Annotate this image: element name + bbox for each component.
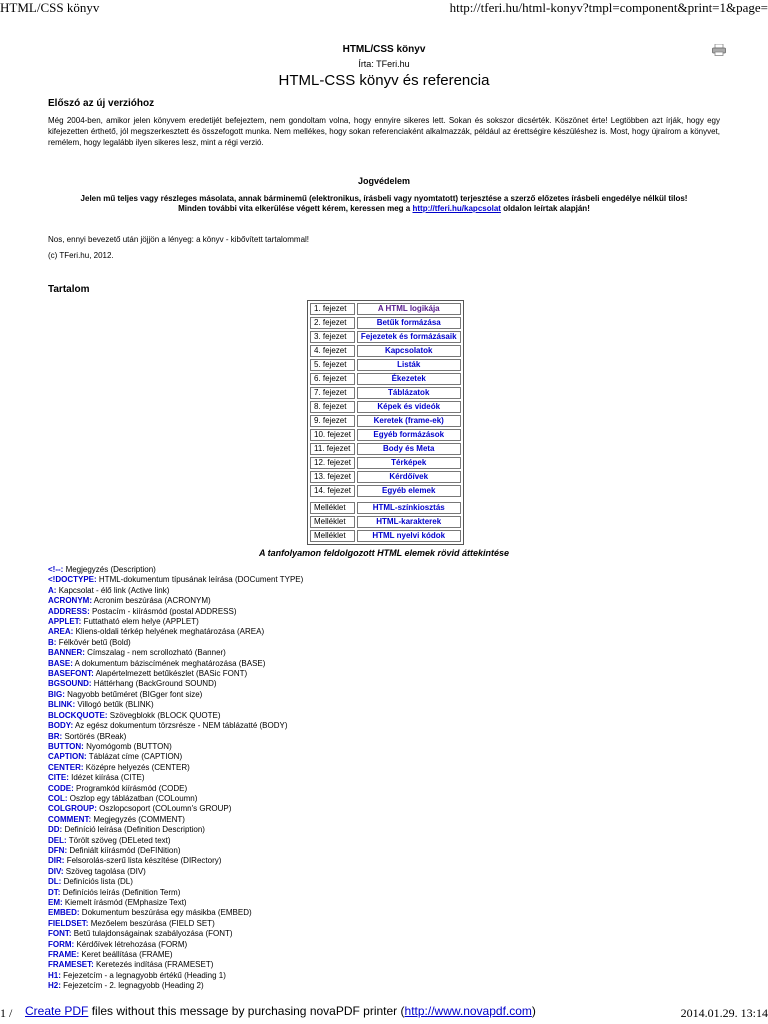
element-list-item xyxy=(48,742,720,752)
element-list-item xyxy=(48,659,720,669)
toc-chapter-number: 2. fejezet xyxy=(310,317,355,329)
element-description: Definíciós leírás (Definition Term) xyxy=(62,887,181,897)
element-description: A dokumentum báziscímének meghatározása (BASE) xyxy=(74,658,266,668)
element-description: Oszlopcsoport (COLoumn's GROUP) xyxy=(99,804,232,814)
toc-chapter-link[interactable]: Egyéb formázások xyxy=(357,429,461,441)
element-tag-link[interactable]: DIR: xyxy=(48,856,65,866)
print-header-url: http://tferi.hu/html-konyv?tmpl=component&print=1&page= xyxy=(449,0,768,15)
element-tag-link[interactable]: BR: xyxy=(48,731,63,741)
element-list-item xyxy=(48,596,720,606)
toc-chapter-link[interactable]: HTML nyelvi kódok xyxy=(357,530,461,542)
element-list-item xyxy=(48,638,720,648)
element-list-item xyxy=(48,648,720,658)
element-tag-link[interactable]: FIELDSET: xyxy=(48,918,89,928)
element-description: Mezőelem beszúrása (FIELD SET) xyxy=(90,918,215,928)
element-tag-link[interactable]: FONT: xyxy=(48,929,72,939)
toc-row xyxy=(310,401,461,413)
timestamp: 2014.01.29. 13:14 xyxy=(680,1006,768,1020)
toc-chapter-number: Melléklet xyxy=(310,530,355,542)
element-description: Idézet kiírása (CITE) xyxy=(71,773,145,783)
preface-text: Még 2004-ben, amikor jelen könyvem eredetijét befejeztem, nem gondoltam volna, hogy ennyire sikeres lett. Sokan és sokszor dicsérték. Köszönet érte! Legtöbben azt írják, hogy egy kifejezetten érthető, jól megszerkesztett és összefogott munka. Nem mellékes, hogy sokan referenciaként alkalmazzák, például az érettségire készüléshez is. Most, hogy újraírom a könyvet, remélem, hogy legalább ilyen sikeres lesz, mint a régi verzió. xyxy=(48,116,720,147)
element-list-item xyxy=(48,971,720,981)
summary-title: A tanfolyamon feldolgozott HTML elemek rövid áttekintése xyxy=(258,548,510,558)
copyright-line-2-post: oldalon leírtak alapján! xyxy=(503,204,590,213)
toc-table xyxy=(307,300,464,545)
element-tag-link[interactable]: H1: xyxy=(48,970,61,980)
element-list-item xyxy=(48,898,720,908)
element-description: Definíció leírása (Definition Description) xyxy=(64,825,205,835)
toc-row xyxy=(310,331,461,343)
footer-message-text: files without this message by purchasing novaPDF printer ( xyxy=(91,1004,405,1018)
element-list-item xyxy=(48,888,720,898)
footer-message xyxy=(25,1004,536,1018)
toc-chapter-link[interactable]: Betűk formázása xyxy=(357,317,461,329)
element-list-item xyxy=(48,679,720,689)
element-list-item xyxy=(48,627,720,637)
toc-title: Tartalom xyxy=(48,284,90,295)
toc-chapter-number: 8. fejezet xyxy=(310,401,355,413)
element-tag-link[interactable]: FRAMESET: xyxy=(48,960,94,970)
element-description: Villogó betűk (BLINK) xyxy=(77,700,154,710)
element-description: Az egész dokumentum törzsrésze - NEM táblázatté (BODY) xyxy=(74,721,288,731)
element-list-item xyxy=(48,784,720,794)
document-title: HTML/CSS könyv xyxy=(342,44,426,55)
toc-chapter-link[interactable]: Keretek (frame-ek) xyxy=(357,415,461,427)
element-tag-link[interactable]: CODE: xyxy=(48,783,74,793)
toc-chapter-number: 5. fejezet xyxy=(310,359,355,371)
element-list-item xyxy=(48,940,720,950)
element-tag-link[interactable]: CAPTION: xyxy=(48,752,87,762)
element-list-item xyxy=(48,711,720,721)
element-list-item xyxy=(48,877,720,887)
element-description: Definiált kiírásmód (DeFINition) xyxy=(69,845,181,855)
toc-chapter-link[interactable]: Kérdőívek xyxy=(357,471,461,483)
element-tag-link[interactable]: CENTER: xyxy=(48,762,84,772)
element-description: Törölt szöveg (DELeted text) xyxy=(68,835,171,845)
toc-chapter-number: 4. fejezet xyxy=(310,345,355,357)
element-tag-link[interactable]: BIG: xyxy=(48,689,65,699)
element-description: Betű tulajdonságainak szabályozása (FONT) xyxy=(73,929,233,939)
element-tag-link[interactable]: BLINK: xyxy=(48,700,76,710)
element-list-item xyxy=(48,732,720,742)
element-description: Megjegyzés (Description) xyxy=(65,565,156,574)
toc-row xyxy=(310,359,461,371)
toc-row xyxy=(310,516,461,528)
element-tag-link[interactable]: COL: xyxy=(48,793,68,803)
element-description: Futtatható elem helye (APPLET) xyxy=(83,617,199,627)
element-description: Kiemelt írásmód (EMphasize Text) xyxy=(64,898,187,907)
element-tag-link[interactable]: COLGROUP: xyxy=(48,804,97,814)
element-description: Dokumentum beszúrása egy másikba (EMBED) xyxy=(81,908,252,918)
toc-chapter-link[interactable]: Egyéb elemek xyxy=(357,485,461,497)
element-tag-link[interactable]: H2: xyxy=(48,981,61,991)
document-heading: HTML-CSS könyv és referencia xyxy=(278,72,490,89)
element-description: Keretezés indítása (FRAMESET) xyxy=(96,960,214,970)
toc-chapter-number: 3. fejezet xyxy=(310,331,355,343)
toc-row xyxy=(310,345,461,357)
print-header-title: HTML/CSS könyv xyxy=(0,0,100,15)
element-tag-link[interactable]: DEL: xyxy=(48,835,67,845)
element-tag-link[interactable]: EMBED: xyxy=(48,908,80,918)
element-list-item xyxy=(48,607,720,617)
toc-chapter-number: Melléklet xyxy=(310,516,355,528)
element-list-item xyxy=(48,825,720,835)
element-tag-link[interactable]: APPLET: xyxy=(48,617,82,627)
element-list-item xyxy=(48,856,720,866)
contact-link[interactable]: http://tferi.hu/kapcsolat xyxy=(412,204,501,213)
toc-chapter-link[interactable]: Fejezetek és formázásaik xyxy=(357,331,461,343)
element-list-item xyxy=(48,950,720,960)
element-description: Háttérhang (BackGround SOUND) xyxy=(93,679,217,689)
toc-chapter-number: 12. fejezet xyxy=(310,457,355,469)
toc-chapter-number: 10. fejezet xyxy=(310,429,355,441)
create-pdf-link[interactable]: Create PDF xyxy=(25,1004,89,1018)
element-tag-link[interactable]: BGSOUND: xyxy=(48,679,92,689)
toc-chapter-link[interactable]: Kapcsolatok xyxy=(357,345,461,357)
element-description: Acronim beszúrása (ACRONYM) xyxy=(93,596,211,606)
toc-row xyxy=(310,530,461,542)
footer-message-end: ) xyxy=(531,1004,536,1018)
copyright-line-2-pre: Minden további vita elkerülése végett kérem, keressen meg a xyxy=(178,204,411,213)
element-tag-link[interactable]: EM: xyxy=(48,898,63,907)
element-description: Keret beállítása (FRAME) xyxy=(81,950,173,960)
element-description: Postacím - kiírásmód (postal ADDRESS) xyxy=(92,606,237,616)
toc-chapter-link[interactable]: Táblázatok xyxy=(357,387,461,399)
toc-row xyxy=(310,485,461,497)
element-tag-link[interactable]: FORM: xyxy=(48,939,75,949)
novapdf-link[interactable]: http://www.novapdf.com xyxy=(404,1004,532,1018)
element-description: Kapcsolat - élő link (Active link) xyxy=(58,585,170,595)
toc-chapter-link[interactable]: Képek és videók xyxy=(357,401,461,413)
toc-chapter-number: 13. fejezet xyxy=(310,471,355,483)
toc-chapter-link[interactable]: A HTML logikája xyxy=(357,303,461,315)
element-list-item xyxy=(48,700,720,710)
element-list-item xyxy=(48,815,720,825)
element-list-item xyxy=(48,981,720,991)
element-description: Félkövér betű (Bold) xyxy=(58,637,131,647)
toc-chapter-link[interactable]: Ékezetek xyxy=(357,373,461,385)
element-tag-link[interactable]: <!DOCTYPE: xyxy=(48,575,97,585)
element-list-item xyxy=(48,804,720,814)
element-description: Táblázat címe (CAPTION) xyxy=(88,752,183,762)
intro-text: Nos, ennyi bevezető után jöjjön a lényeg: a könyv - kibővített tartalommal! xyxy=(48,235,310,244)
toc-row xyxy=(310,443,461,455)
element-list-item xyxy=(48,836,720,846)
toc-chapter-number: 7. fejezet xyxy=(310,387,355,399)
element-description: Szöveg tagolása (DIV) xyxy=(65,866,146,876)
element-list-item xyxy=(48,763,720,773)
element-tag-link[interactable]: DFN: xyxy=(48,845,68,855)
element-tag-link[interactable]: AREA: xyxy=(48,627,74,637)
element-list xyxy=(48,565,720,992)
toc-chapter-number: 6. fejezet xyxy=(310,373,355,385)
element-list-item xyxy=(48,575,720,585)
element-list-item xyxy=(48,919,720,929)
element-list-item xyxy=(48,929,720,939)
element-tag-link[interactable]: BODY: xyxy=(48,721,74,731)
toc-chapter-number: 9. fejezet xyxy=(310,415,355,427)
toc-chapter-number: Melléklet xyxy=(310,502,355,514)
toc-separator xyxy=(310,499,461,500)
element-description: Fejezetcím - a legnagyobb értékű (Heading 1) xyxy=(63,970,226,980)
element-description: Sortörés (BReak) xyxy=(64,731,127,741)
toc-row xyxy=(310,471,461,483)
toc-row xyxy=(310,303,461,315)
element-list-item xyxy=(48,721,720,731)
element-tag-link[interactable]: DD: xyxy=(48,825,63,835)
element-tag-link[interactable]: BASEFONT: xyxy=(48,669,94,679)
toc-row xyxy=(310,457,461,469)
toc-chapter-number: 11. fejezet xyxy=(310,443,355,455)
element-tag-link[interactable]: B: xyxy=(48,637,57,647)
toc-row xyxy=(310,387,461,399)
toc-row xyxy=(310,415,461,427)
preface-title: Előszó az új verzióhoz xyxy=(48,98,155,109)
copyright-line: (c) TFeri.hu, 2012. xyxy=(48,251,114,260)
element-list-item xyxy=(48,794,720,804)
element-tag-link[interactable]: ACRONYM: xyxy=(48,596,92,606)
element-description: Középre helyezés (CENTER) xyxy=(85,762,190,772)
element-description: Felsorolás-szerű lista készítése (DIRectory) xyxy=(66,856,222,866)
toc-row xyxy=(310,502,461,514)
element-description: Kérdőívek létrehozása (FORM) xyxy=(76,939,188,949)
element-list-item xyxy=(48,908,720,918)
element-list-item xyxy=(48,867,720,877)
toc-chapter-number: 14. fejezet xyxy=(310,485,355,497)
element-description: Programkód kiírásmód (CODE) xyxy=(76,783,188,793)
copyright-text xyxy=(48,194,720,214)
element-description: Fejezetcím - 2. legnagyobb (Heading 2) xyxy=(63,981,204,991)
element-tag-link[interactable]: COMMENT: xyxy=(48,814,92,824)
element-description: Címszalag - nem scrollozható (Banner) xyxy=(87,648,226,658)
element-tag-link[interactable]: BUTTON: xyxy=(48,741,84,751)
copyright-line-1: Jelen mű teljes vagy részleges másolata, annak bárminemű (elektronikus, írásbeli vagy nyomtatott) terjesztése a szerző előzetes írásbeli engedélye nélkül tilos! xyxy=(80,194,688,203)
element-tag-link[interactable]: <!--: xyxy=(48,565,64,574)
element-description: Kliens-oldali térkép helyének meghatározása (AREA) xyxy=(75,627,265,637)
element-list-item xyxy=(48,846,720,856)
element-tag-link[interactable]: DL: xyxy=(48,877,62,887)
toc-row xyxy=(310,373,461,385)
element-tag-link[interactable]: DT: xyxy=(48,887,61,897)
element-list-item xyxy=(48,586,720,596)
element-description: Definíciós lista (DL) xyxy=(63,877,133,887)
element-description: Alapértelmezett betűkészlet (BASic FONT) xyxy=(95,669,248,679)
toc-row xyxy=(310,429,461,441)
copyright-title: Jogvédelem xyxy=(357,176,411,186)
element-description: Oszlop egy táblázatban (COLoumn) xyxy=(69,793,198,803)
element-list-item xyxy=(48,617,720,627)
toc-chapter-link[interactable]: Body és Meta xyxy=(357,443,461,455)
element-description: HTML-dokumentum típusának leírása (DOCument TYPE) xyxy=(98,575,304,585)
element-list-item xyxy=(48,773,720,783)
element-tag-link[interactable]: ADDRESS: xyxy=(48,606,90,616)
element-description: Szövegblokk (BLOCK QUOTE) xyxy=(109,710,221,720)
toc-chapter-link[interactable]: Listák xyxy=(357,359,461,371)
element-list-item xyxy=(48,669,720,679)
toc-chapter-link[interactable]: Térképek xyxy=(357,457,461,469)
element-tag-link[interactable]: DIV: xyxy=(48,866,64,876)
page-indicator: 1 / xyxy=(0,1006,13,1020)
element-tag-link[interactable]: A: xyxy=(48,585,57,595)
toc-chapter-number: 1. fejezet xyxy=(310,303,355,315)
toc-chapter-link[interactable]: HTML-karakterek xyxy=(357,516,461,528)
element-tag-link[interactable]: FRAME: xyxy=(48,950,80,960)
toc-chapter-link[interactable]: HTML-színkiosztás xyxy=(357,502,461,514)
element-description: Nagyobb betűméret (BIGger font size) xyxy=(67,689,203,699)
pdf-footer xyxy=(0,1004,768,1024)
toc-row xyxy=(310,317,461,329)
document-author: Írta: TFeri.hu xyxy=(358,59,410,69)
document-page xyxy=(48,40,720,992)
element-tag-link[interactable]: BANNER: xyxy=(48,648,85,658)
element-description: Nyomógomb (BUTTON) xyxy=(86,741,172,751)
element-tag-link[interactable]: CITE: xyxy=(48,773,69,783)
element-list-item xyxy=(48,960,720,970)
element-list-item xyxy=(48,565,720,575)
element-tag-link[interactable]: BLOCKQUOTE: xyxy=(48,710,108,720)
element-list-item xyxy=(48,752,720,762)
element-list-item xyxy=(48,690,720,700)
element-description: Megjegyzés (COMMENT) xyxy=(93,814,185,824)
element-tag-link[interactable]: BASE: xyxy=(48,658,73,668)
